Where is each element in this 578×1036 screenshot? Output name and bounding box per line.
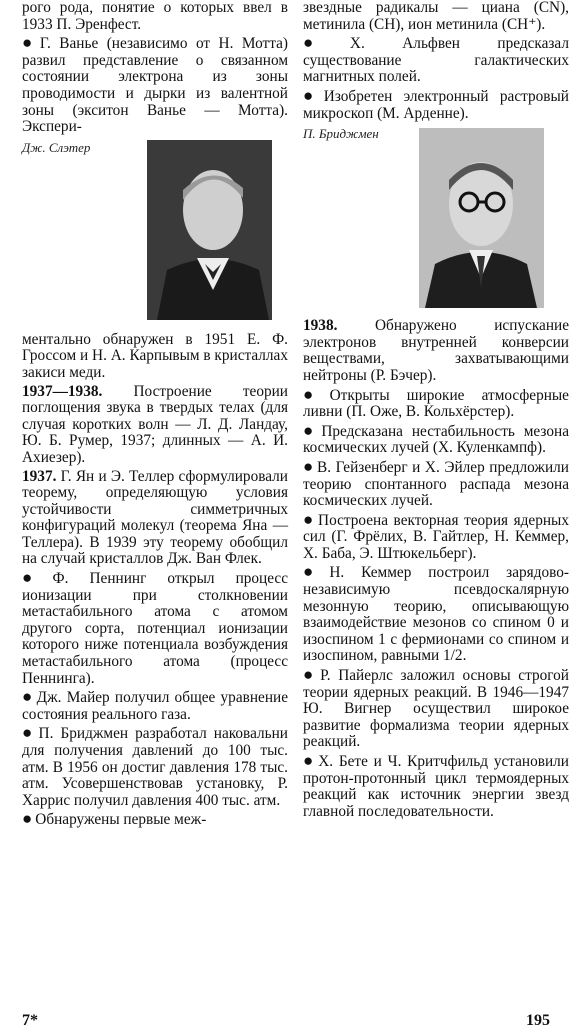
paragraph: ● Открыты широкие атмосферные ливни (П. Оже, В. Кольхёрстер). bbox=[303, 384, 569, 421]
paragraph: ● Х. Альфвен предсказал существование галактических магнитных полей. bbox=[303, 33, 569, 86]
signature-mark: 7* bbox=[22, 1012, 38, 1029]
bullet-icon: ● bbox=[22, 33, 37, 53]
bullet-icon: ● bbox=[303, 562, 327, 582]
bullet-icon: ● bbox=[303, 384, 327, 404]
bullet-icon: ● bbox=[22, 568, 50, 588]
bullet-icon: ● bbox=[303, 665, 318, 685]
bullet-icon: ● bbox=[22, 809, 33, 829]
paragraph: ● Ф. Пеннинг открыл процесс ионизации при столкновении метастабильного атома с атомом другого сорта, потенциал ионизации которого ниже потенциала возбуждения метастабильного атома (процесс Пеннинга). bbox=[22, 568, 288, 687]
paragraph: рого рода, понятие о которых ввел в 1933 П. Эренфест. bbox=[22, 0, 288, 33]
bullet-icon: ● bbox=[303, 33, 347, 53]
portrait-photo bbox=[147, 140, 272, 320]
paragraph: ● Изобретен электронный растровый микроскоп (М. Арденне). bbox=[303, 85, 569, 122]
paragraph: ● Построена векторная теория ядерных сил (Г. Фрёлих, В. Гайтлер, Н. Кеммер, Х. Баба, Э. Штюкельберг). bbox=[303, 509, 569, 562]
bullet-icon: ● bbox=[303, 85, 321, 105]
bullet-icon: ● bbox=[303, 751, 316, 770]
right-column bbox=[303, 0, 569, 822]
paragraph: ● Х. Бете и Ч. Критчфильд установили протон-протонный цикл термоядерных реакций как источник энергии звезд главной последовательности. bbox=[303, 751, 569, 820]
bullet-icon: ● bbox=[303, 509, 316, 529]
paragraph: 1938. Обнаружено испускание электронов внутренней конверсии веществами, захватывающими нейтроны (Р. Бэчер). bbox=[303, 317, 569, 384]
bullet-icon: ● bbox=[303, 420, 319, 440]
paragraph: ● Г. Ванье (независимо от Н. Мотта) развил представление о связанном состоянии электрона из зоны проводимости и дырки из валентной зоны (экситон Ванье — Мотта). Экспери- bbox=[22, 33, 288, 136]
bullet-icon: ● bbox=[303, 456, 315, 476]
paragraph: звездные радикалы — циана (CN), метинила (CH), ион метинила (CH⁺). bbox=[303, 0, 569, 33]
left-column bbox=[22, 0, 288, 831]
portrait-photo bbox=[419, 128, 544, 308]
paragraph: 1937. Г. Ян и Э. Теллер сформулировали теорему, определяющую условия устойчивости симметричных конфигураций молекул (теорема Яна — Теллера). В 1939 эту теорему обобщил на случай кристаллов Дж. Ван Флек. bbox=[22, 467, 288, 568]
bullet-icon: ● bbox=[22, 687, 34, 707]
paragraph: 1937—1938. Построение теории поглощения звука в твердых телах (для случая коротких волн — Л. Д. Ландау, Ю. Б. Румер, 1937; длинных — А. И. Ахиезер). bbox=[22, 382, 288, 466]
paragraph: ● Предсказана нестабильность мезона космических лучей (Х. Куленкампф). bbox=[303, 420, 569, 457]
paragraph: ● Обнаружены первые меж- bbox=[22, 809, 207, 829]
paragraph: ● Р. Пайерлс заложил основы строгой теории ядерных реакций. В 1946—1947 Ю. Вигнер осуществил широкое развитие формализма теории ядерных реакций. bbox=[303, 665, 569, 751]
photo-caption: П. Бриджмен bbox=[303, 126, 379, 142]
paragraph: ● Дж. Майер получил общее уравнение состояния реального газа. bbox=[22, 687, 288, 723]
bullet-icon: ● bbox=[22, 723, 36, 743]
paragraph: ● Н. Кеммер построил зарядово-независимую псевдоскалярную мезонную теорию, описывающую взаимодействие мезонов со спином 0 и изоспином 1 с фермионами со спином и изоспином, равными 1/2. bbox=[303, 562, 569, 665]
paragraph: ментально обнаружен в 1951 Е. Ф. Гроссом и Н. А. Карпывым в кристаллах закиси меди. bbox=[22, 330, 288, 381]
paragraph: ● В. Гейзенберг и Х. Эйлер предложили теорию спонтанного распада мезона космических лучей. bbox=[303, 456, 569, 510]
photo-block-slater bbox=[22, 138, 288, 328]
paragraph: ● П. Бриджмен разработал наковальни для получения давлений до 100 тыс. атм. В 1956 он достиг давления 178 тыс. атм. Усовершенствовав установку, Р. Харрис получил давления 400 тыс. атм. bbox=[22, 723, 288, 809]
photo-caption: Дж. Слэтер bbox=[22, 139, 91, 155]
photo-block-bridgman bbox=[303, 124, 569, 314]
page-number: 195 bbox=[526, 1012, 550, 1029]
